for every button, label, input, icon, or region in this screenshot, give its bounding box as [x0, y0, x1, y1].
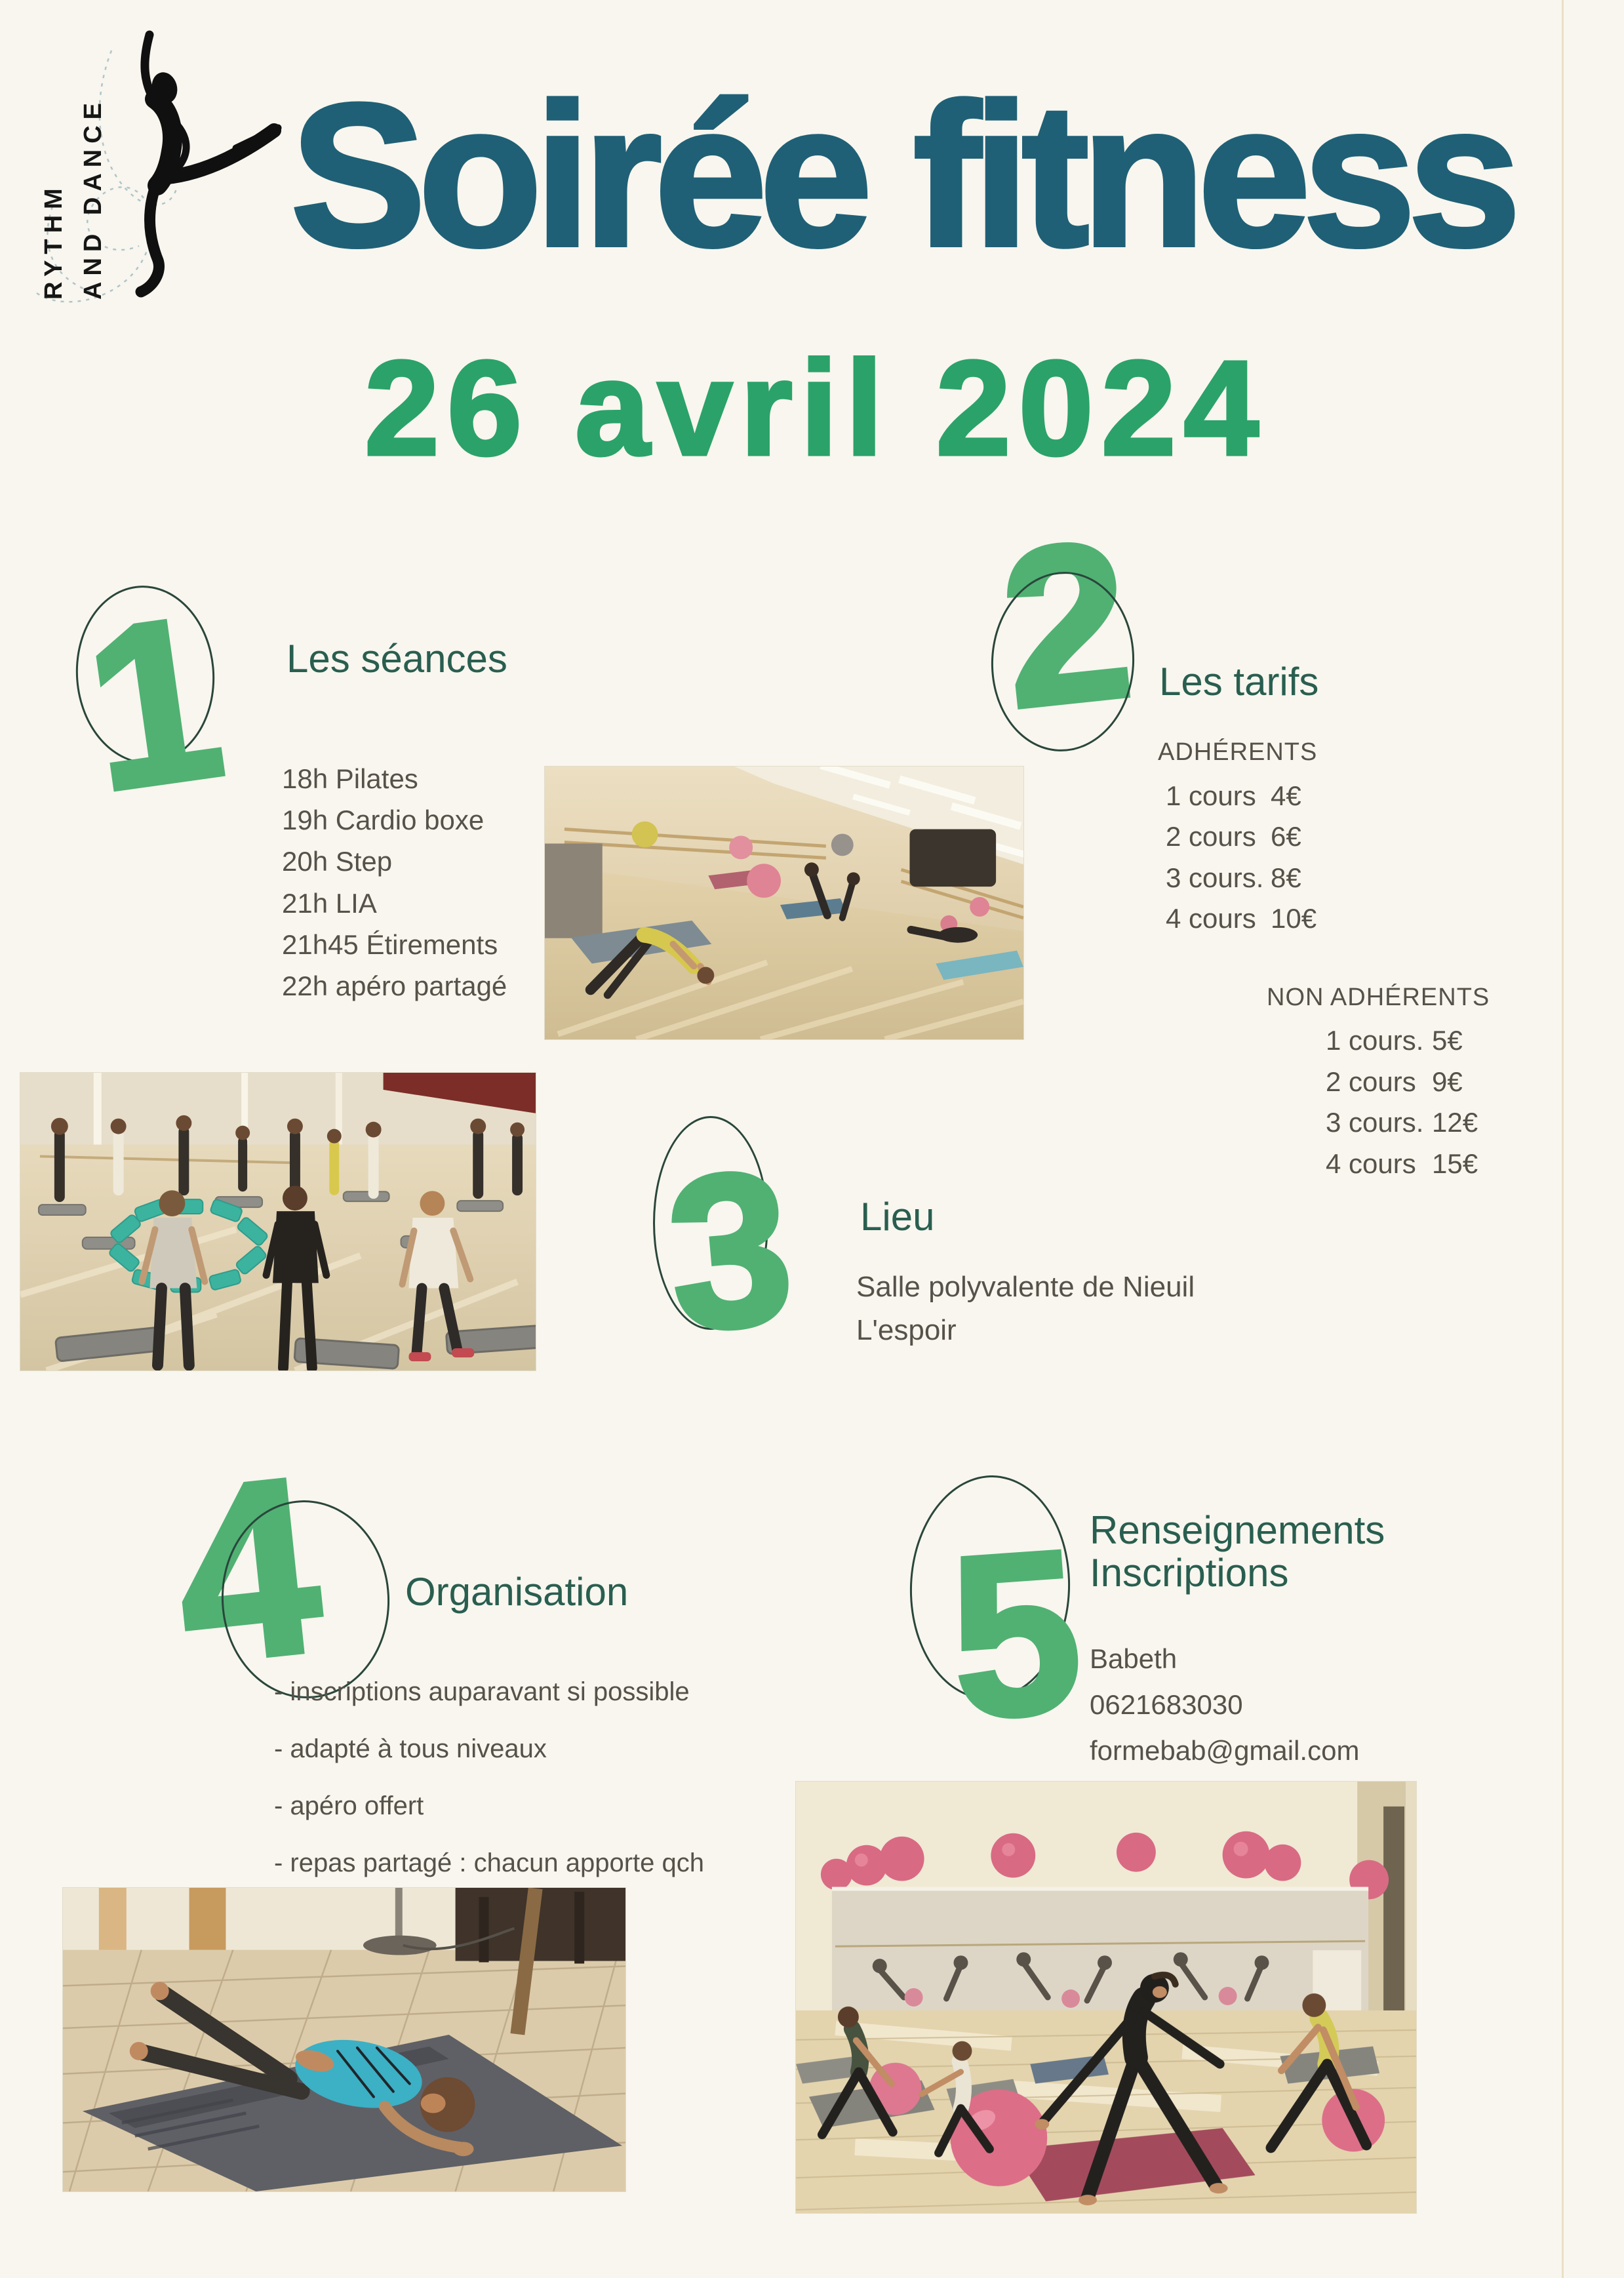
photo-stretching-class	[795, 1781, 1417, 2214]
non-members-heading: NON ADHÉRENTS	[1267, 984, 1490, 1011]
photo-floor-exercise	[62, 1887, 626, 2192]
photo-step-class	[20, 1072, 536, 1371]
section2-title: Les tarifs	[1159, 660, 1319, 704]
schedule-item: 18h Pilates	[282, 763, 418, 794]
price-row: 3 cours. 8€	[1166, 862, 1301, 893]
price-row: 3 cours. 12€	[1326, 1107, 1478, 1138]
logo-text-and-dance: AND DANCE	[79, 97, 107, 300]
contact-name: Babeth	[1090, 1643, 1178, 1674]
price-row: 2 cours 9€	[1326, 1066, 1463, 1097]
event-date: 26 avril 2024	[365, 333, 1267, 483]
venue-line: Salle polyvalente de Nieuil	[856, 1271, 1195, 1303]
venue-address	[856, 1271, 1195, 1357]
venue-line: L'espoir	[856, 1314, 957, 1346]
price-row: 2 cours 6€	[1166, 821, 1301, 852]
session-schedule-list	[282, 763, 507, 1012]
dancer-icon	[141, 35, 278, 292]
section2-number: 2	[991, 494, 1141, 755]
photo-pilates-class	[544, 766, 1024, 1040]
contact-block	[1090, 1643, 1359, 1781]
price-value: 6€	[1271, 821, 1301, 852]
price-row: 4 cours 10€	[1166, 902, 1317, 934]
schedule-item: 21h LIA	[282, 887, 377, 919]
scan-artifact-line	[1562, 0, 1564, 2278]
schedule-item: 21h45 Étirements	[282, 929, 498, 960]
contact-email: formebab@gmail.com	[1090, 1735, 1360, 1766]
section1-title: Les séances	[287, 637, 507, 681]
section5-title	[1090, 1509, 1385, 1595]
section5-title-line1: Renseignements	[1090, 1508, 1385, 1552]
price-value: 9€	[1432, 1066, 1463, 1097]
section5-title-line2: Inscriptions	[1090, 1550, 1289, 1595]
members-price-table	[1166, 780, 1317, 944]
organisation-item: - adapté à tous niveaux	[274, 1734, 547, 1763]
schedule-item: 20h Step	[282, 846, 393, 877]
non-members-price-table	[1326, 1025, 1478, 1189]
schedule-item: 19h Cardio boxe	[282, 805, 485, 836]
price-row: 1 cours. 5€	[1326, 1025, 1463, 1056]
organisation-item: - apéro offert	[274, 1791, 424, 1820]
price-row: 4 cours 15€	[1326, 1148, 1478, 1180]
section3-title: Lieu	[860, 1195, 935, 1239]
price-value: 8€	[1271, 862, 1301, 893]
price-value: 15€	[1432, 1148, 1478, 1180]
section4-title: Organisation	[405, 1570, 629, 1614]
rythm-and-dance-logo	[13, 10, 288, 305]
logo-text-rythm: RYTHM	[40, 182, 68, 300]
page-title: Soirée fitness	[290, 61, 1514, 289]
contact-phone: 0621683030	[1090, 1689, 1243, 1720]
price-value: 5€	[1432, 1025, 1463, 1056]
price-value: 10€	[1271, 902, 1317, 934]
section5-number: 5	[943, 1502, 1089, 1767]
section1-number: 1	[73, 567, 235, 839]
section4-number: 4	[164, 1424, 331, 1716]
organisation-item: - repas partagé : chacun apporte qch	[274, 1848, 704, 1877]
section3-number: 3	[660, 1124, 801, 1376]
price-row: 1 cours 4€	[1166, 780, 1301, 811]
organisation-list	[274, 1677, 704, 1906]
organisation-item: - inscriptions auparavant si possible	[274, 1677, 690, 1706]
price-value: 12€	[1432, 1107, 1478, 1138]
price-value: 4€	[1271, 780, 1301, 811]
members-heading: ADHÉRENTS	[1158, 738, 1318, 766]
schedule-item: 22h apéro partagé	[282, 970, 507, 1001]
